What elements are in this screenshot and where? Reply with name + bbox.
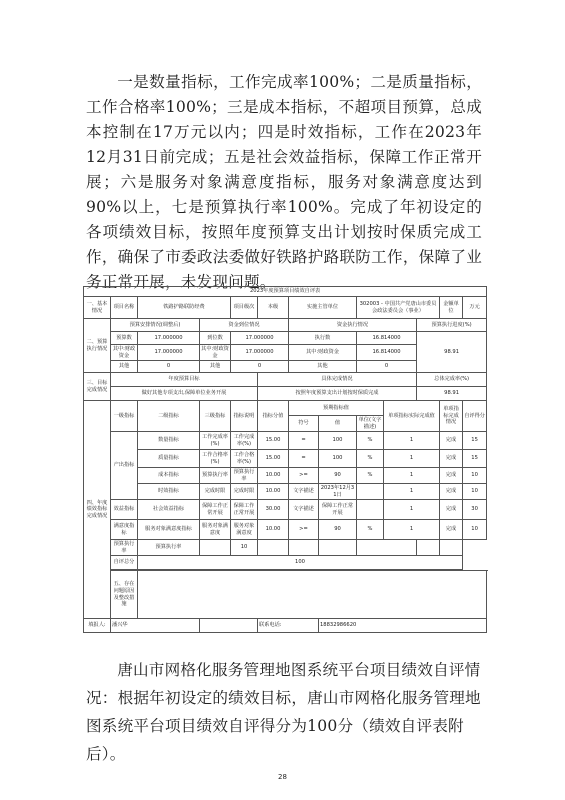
- s1-name-label: 项目名称: [111, 297, 138, 319]
- cell: 时效指标: [138, 484, 200, 500]
- cell: 15: [463, 432, 487, 450]
- s4-h8: 自评得分: [463, 401, 487, 432]
- s3-complete-label: 具体完成情况: [258, 373, 417, 387]
- s4-h5: 预期指标值: [289, 401, 384, 416]
- cell: %: [357, 450, 384, 468]
- cell: %: [357, 432, 384, 450]
- closing-text: 唐山市网格化服务管理地图系统平台项目绩效自评情况：根据年初设定的绩效目标，唐山市网格化服务管理地图系统平台项目绩效自评得分为100分（绩效自评表附后）。: [86, 661, 481, 763]
- cell: 质量指标: [138, 450, 200, 468]
- s4-h7: 单项指标完成情况: [440, 401, 463, 432]
- intro-paragraph: [86, 70, 482, 295]
- s2-r1-c2: 到位数: [200, 332, 231, 345]
- cell: 15.00: [258, 450, 289, 468]
- cell: 1: [384, 520, 440, 540]
- s2-r3-c4: 其他: [289, 361, 357, 373]
- s2-r3-c3: 0: [231, 361, 289, 373]
- s1-amount-unit-label: 金额单位: [440, 297, 463, 319]
- cell: 完成: [440, 432, 463, 450]
- cell: 10.00: [258, 484, 289, 500]
- s2-r1-c0: 预算数: [111, 332, 138, 345]
- filler-phone: 18832986620: [319, 619, 487, 633]
- performance-evaluation-table: [83, 286, 487, 633]
- cell: 2023年12月31日: [319, 484, 357, 500]
- cell: 保障工作正常开展: [200, 500, 231, 520]
- cell: 服务对象满意度: [231, 520, 258, 540]
- s1-head: 一、基本情况: [84, 297, 111, 319]
- s2-r1-c3: 17.000000: [231, 332, 289, 345]
- s4-budget-row-label: 预算执行率: [138, 540, 200, 556]
- cell: 完成: [440, 484, 463, 500]
- cell: 预算执行率: [200, 468, 231, 484]
- cell: 90: [319, 468, 357, 484]
- cell: 1: [384, 500, 440, 520]
- cell: 工作合格率(%): [200, 450, 231, 468]
- s4-h3: 指标说明: [231, 401, 258, 432]
- cell: [357, 500, 384, 520]
- s4-h1: 二级指标: [138, 401, 200, 432]
- s4-h2: 三级指标: [200, 401, 231, 432]
- s1-name: 铁路护路联防经费: [138, 297, 231, 319]
- cell: 1: [384, 468, 440, 484]
- cell: 90: [319, 520, 357, 540]
- s2-exec-rate: 98.91: [417, 332, 487, 373]
- table-row: [84, 540, 487, 556]
- cell: 完成: [440, 468, 463, 484]
- cell: 30: [463, 500, 487, 520]
- cell: 工作完成率(%): [200, 432, 231, 450]
- s4-sub0: 符号: [289, 416, 319, 432]
- s2-r2-c5: 16.814000: [357, 345, 417, 361]
- s2-r1-c1: 17.000000: [138, 332, 200, 345]
- cell: 1: [384, 450, 440, 468]
- cell: 10.00: [258, 468, 289, 484]
- s3-head: 三、目标完成情况: [84, 373, 111, 401]
- cell: 100: [319, 432, 357, 450]
- cell: 1: [384, 432, 440, 450]
- cell: =: [289, 450, 319, 468]
- s4-h4: 指标分值: [258, 401, 289, 432]
- cell: =: [289, 432, 319, 450]
- cell: 社会效益指标: [138, 500, 200, 520]
- s2-r3-c1: 0: [138, 361, 200, 373]
- s2-r2-c0: 其中:财政资金: [111, 345, 138, 361]
- s1-unit-label: 实施主管单位: [289, 297, 357, 319]
- cell: 数量指标: [138, 432, 200, 450]
- s2-r3-c2: 其他: [200, 361, 231, 373]
- s4-cat-output: 产出指标: [111, 432, 138, 500]
- cell: 完成: [440, 520, 463, 540]
- s4-sub1: 值: [319, 416, 357, 432]
- s2-r2-c1: 17.000000: [138, 345, 200, 361]
- table-title: 2023年度预算项目绩效自评表: [84, 287, 487, 297]
- s2-fund-arr: 资金到位情况: [200, 319, 289, 332]
- cell: 成本指标: [138, 468, 200, 484]
- table-row: [84, 520, 487, 540]
- s4-h0: 一级指标: [111, 401, 138, 432]
- s2-r2-c2: 其中:财政资金: [201, 345, 229, 359]
- s4-cat-satisfaction: 满意度指标: [111, 520, 138, 540]
- cell: 100: [319, 450, 357, 468]
- s4-cat-budget: 预算执行率: [111, 540, 138, 556]
- s4-self-score: 100: [138, 556, 463, 570]
- filler-phone-label: 联系电话:: [258, 619, 319, 633]
- cell: 15: [463, 450, 487, 468]
- cell: 完成: [440, 450, 463, 468]
- s3-score: 98.91: [417, 387, 487, 401]
- table-row: [84, 432, 487, 450]
- s3-target-label: 年度预算目标: [111, 373, 258, 387]
- table-row: [84, 500, 487, 520]
- cell: 完成时限: [200, 484, 231, 500]
- cell: 10.00: [258, 520, 289, 540]
- s4-budget-row-score: 10: [231, 540, 258, 556]
- cell: 预算执行率: [231, 468, 258, 484]
- table-row: [84, 450, 487, 468]
- s1-level-label: 项目级次: [231, 297, 258, 319]
- cell: 10: [463, 468, 487, 484]
- cell: 工作完成率(%): [231, 432, 258, 450]
- s4-h6: 单项指标实际完成值: [384, 401, 440, 432]
- s2-r2-c4: 其中:财政资金: [289, 345, 357, 361]
- s1-level: 本级: [258, 297, 289, 319]
- cell: 30.00: [258, 500, 289, 520]
- s2-r1-c4: 执行数: [289, 332, 357, 345]
- cell: 10: [463, 520, 487, 540]
- cell: >=: [289, 468, 319, 484]
- filler-label: 填报人:: [84, 619, 111, 633]
- s2-r3-c5: 0: [357, 361, 417, 373]
- cell: 服务对象满意度: [200, 520, 231, 540]
- cell: 文字描述: [289, 484, 319, 500]
- s1-amount-unit: 万元: [463, 297, 487, 319]
- s3-complete: 按照年度预算支出计划按时保质完成: [258, 387, 417, 401]
- cell: %: [357, 468, 384, 484]
- cell: 服务对象满意度指标: [138, 520, 200, 540]
- table-row: [84, 484, 487, 500]
- s3-score-label: 总体完成率(%): [417, 373, 487, 387]
- page-number: 28: [278, 773, 287, 781]
- s3-target: 做好其他专项支出,保障单位业务开展: [111, 387, 258, 401]
- cell: %: [357, 520, 384, 540]
- s5-text: [138, 571, 487, 619]
- cell: 保障工作正常开展: [231, 500, 258, 520]
- cell: [357, 484, 384, 500]
- cell: 1: [384, 484, 440, 500]
- s5-head: 五、存在问题原因及整改措施: [111, 571, 138, 619]
- s4-sub2: 单位(文字描述): [357, 416, 384, 432]
- s2-fund-exec: 资金执行情况: [289, 319, 417, 332]
- s2-head: 二、预算执行情况: [84, 319, 111, 373]
- cell: 15.00: [258, 432, 289, 450]
- closing-paragraph: [86, 656, 482, 768]
- s2-exec-rate-label: 预算执行进度(%): [417, 319, 487, 332]
- filler-name: 潘兴华: [111, 619, 200, 633]
- cell: 完成: [440, 500, 463, 520]
- s4-head: 四、年度绩效指标完成情况: [84, 401, 111, 619]
- s2-r2-c3: 17.000000: [231, 345, 289, 361]
- cell: 工作合格率(%): [231, 450, 258, 468]
- s2-r3-c0: 其他: [111, 361, 138, 373]
- s4-cat-benefit: 效益指标: [111, 500, 138, 520]
- s4-self-score-label: 自评总分: [111, 556, 138, 570]
- cell: 10: [463, 484, 487, 500]
- s1-unit: 302003 - 中国共产党唐山市委员会政法委员会（事业）: [357, 297, 440, 319]
- cell: 保障工作正常开展: [319, 500, 357, 520]
- s2-budget-arr: 预算安排情况(调整后): [111, 319, 200, 332]
- table-row: [84, 468, 487, 484]
- intro-text: 一是数量指标，工作完成率100%；二是质量指标，工作合格率100%；三是成本指标，不超项目预算，总成本控制在17万元以内；四是时效指标，工作在2023年12月31日前完成；五是社会效益指标，保障工作正常开展；六是服务对象满意度指标，服务对象满意度达到90%以上，七是预算执行率100%。完成了年初设定的各项绩效目标，按照年度预算支出计划按时保质完成工作，确保了市委政法委做好铁路护路联防工作，保障了业务正常开展，未发现问题。: [86, 73, 482, 291]
- cell: 完成时限: [231, 484, 258, 500]
- cell: >=: [289, 520, 319, 540]
- s2-r1-c5: 16.814000: [357, 332, 417, 345]
- cell: 文字描述: [289, 500, 319, 520]
